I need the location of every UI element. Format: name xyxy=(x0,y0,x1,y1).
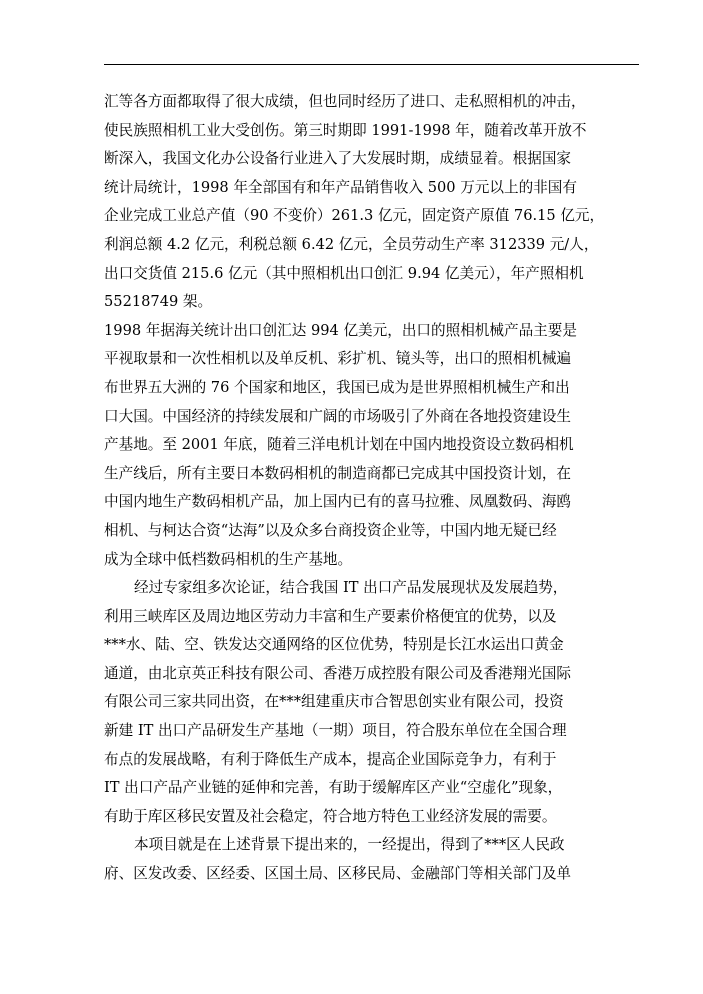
text-line: 有助于库区移民安置及社会稳定，符合地方特色工业经济发展的需要。 xyxy=(104,807,557,825)
text-line: 利润总额 4.2 亿元，利税总额 6.42 亿元，全员劳动生产率 312339 元/人， xyxy=(104,235,599,253)
text-line: 布世界五大洲的 76 个国家和地区，我国已成为是世界照相机械生产和出 xyxy=(104,378,570,396)
text-line: 有限公司三家共同出资，在***组建重庆市合智思创实业有限公司，投资 xyxy=(104,693,564,711)
body-text xyxy=(104,88,644,889)
text-line: 使民族照相机工业大受创伤。第三时期即 1991-1998 年，随着改革开放不 xyxy=(104,121,587,139)
text-line: 通道，由北京英正科技有限公司、香港万成控股有限公司及香港翔光国际 xyxy=(104,664,572,682)
text-line: 经过专家组多次论证，结合我国 IT 出口产品发展现状及发展趋势， xyxy=(134,579,568,597)
text-line: ***水、陆、空、铁发达交通网络的区位优势，特别是长江水运出口黄金 xyxy=(104,636,564,654)
text-line: 产基地。至 2001 年底，随着三洋电机计划在中国内地投资设立数码相机 xyxy=(104,436,574,454)
text-line: 平视取景和一次性相机以及单反机、彩扩机、镜头等，出口的照相机械遍 xyxy=(104,350,572,368)
text-line: 汇等各方面都取得了很大成绩，但也同时经历了进口、走私照相机的冲击， xyxy=(104,93,586,110)
text-line: 布点的发展战略，有利于降低生产成本，提高企业国际竞争力，有利于 xyxy=(104,750,557,768)
text-line: 成为全球中低档数码相机的生产基地。 xyxy=(104,550,353,568)
text-line: 府、区发改委、区经委、区国土局、区移民局、金融部门等相关部门及单 xyxy=(104,865,572,883)
text-line: 相机、与柯达合资“达海”以及众多台商投资企业等，中国内地无疑已经 xyxy=(104,521,557,539)
text-line: 利用三峡库区及周边地区劳动力丰富和生产要素价格便宜的优势，以及 xyxy=(104,607,557,625)
text-line: 断深入，我国文化办公设备行业进入了大发展时期，成绩显着。根据国家 xyxy=(104,150,572,168)
text-line: 新建 IT 出口产品研发生产基地（一期）项目，符合股东单位在全国合理 xyxy=(104,722,567,740)
text-line: 本项目就是在上述背景下提出来的，一经提出，得到了***区人民政 xyxy=(134,836,565,854)
text-line: 1998 年据海关统计出口创汇达 994 亿美元，出口的照相机械产品主要是 xyxy=(104,321,577,339)
text-line: 出口交货值 215.6 亿元（其中照相机出口创汇 9.94 亿美元），年产照相机 xyxy=(104,264,584,282)
header-rule xyxy=(104,64,639,65)
text-line: 企业完成工业总产值（90 不变价）261.3 亿元，固定资产原值 76.15 亿元， xyxy=(104,207,605,225)
text-line: 生产线后，所有主要日本数码相机的制造商都已完成其中国投资计划，在 xyxy=(104,464,572,482)
text-line: 中国内地生产数码相机产品，加上国内已有的喜马拉雅、凤凰数码、海鸥 xyxy=(104,493,572,511)
text-line: 口大国。中国经济的持续发展和广阔的市场吸引了外商在各地投资建设生 xyxy=(104,407,572,425)
text-line: 统计局统计，1998 年全部国有和年产品销售收入 500 万元以上的非国有 xyxy=(104,178,577,196)
text-line: IT 出口产品产业链的延伸和完善，有助于缓解库区产业“空虚化”现象， xyxy=(104,779,563,797)
text-line: 55218749 架。 xyxy=(104,293,213,311)
